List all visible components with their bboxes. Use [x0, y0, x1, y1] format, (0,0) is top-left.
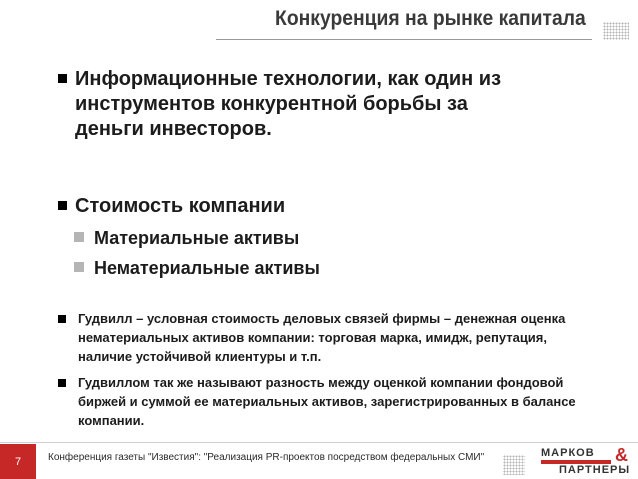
bullet-goodwill-definition-text: Гудвилл – условная стоимость деловых связей фирмы – денежная оценка нематериальных активов компании: торговая марка, имидж, репутация, наличие устойчивой клиентуры и т.п.	[78, 311, 566, 364]
company-logo	[537, 447, 638, 477]
bullet-goodwill-difference	[58, 373, 578, 430]
sub-bullet-intangible	[74, 256, 320, 280]
dot-pattern-bottom	[503, 455, 525, 475]
bullet-goodwill-definition	[58, 309, 578, 366]
page-number: 7	[0, 444, 36, 479]
dot-pattern-top	[603, 22, 629, 40]
bullet-goodwill-difference-text: Гудвиллом так же называют разность между оценкой компании фондовой биржей и суммой ее материальных активов, зарегистрированных в балансе компании.	[78, 375, 576, 428]
sub-bullet-square-icon	[74, 232, 84, 242]
sub-bullet-intangible-text: Нематериальные активы	[94, 258, 320, 278]
slide-title: Конкуренция на рынке капитала	[275, 7, 586, 30]
sub-bullet-tangible	[74, 226, 299, 250]
logo-text-partnery: ПАРТНЕРЫ	[559, 464, 631, 476]
title-underline	[216, 39, 592, 40]
footer-divider	[0, 442, 638, 443]
title-bar	[0, 0, 638, 38]
footer-text: Конференция газеты "Известия": "Реализация PR-проектов посредством федеральных СМИ"	[48, 452, 485, 463]
bullet-it-text: Информационные технологии, как один из инструментов конкурентной борьбы за деньги инвесторов.	[75, 68, 502, 140]
sub-bullet-square-icon	[74, 262, 84, 272]
logo-text-markov: МАРКОВ	[541, 447, 595, 459]
bullet-square-icon	[58, 74, 67, 83]
bullet-square-icon	[58, 379, 66, 387]
logo-ampersand: &	[615, 445, 628, 465]
bullet-square-icon	[58, 201, 67, 210]
sub-bullet-tangible-text: Материальные активы	[94, 228, 300, 248]
bullet-square-icon	[58, 315, 66, 323]
bullet-company-value	[58, 194, 285, 219]
bullet-company-value-text: Стоимость компании	[75, 195, 286, 217]
bullet-it	[58, 67, 538, 142]
